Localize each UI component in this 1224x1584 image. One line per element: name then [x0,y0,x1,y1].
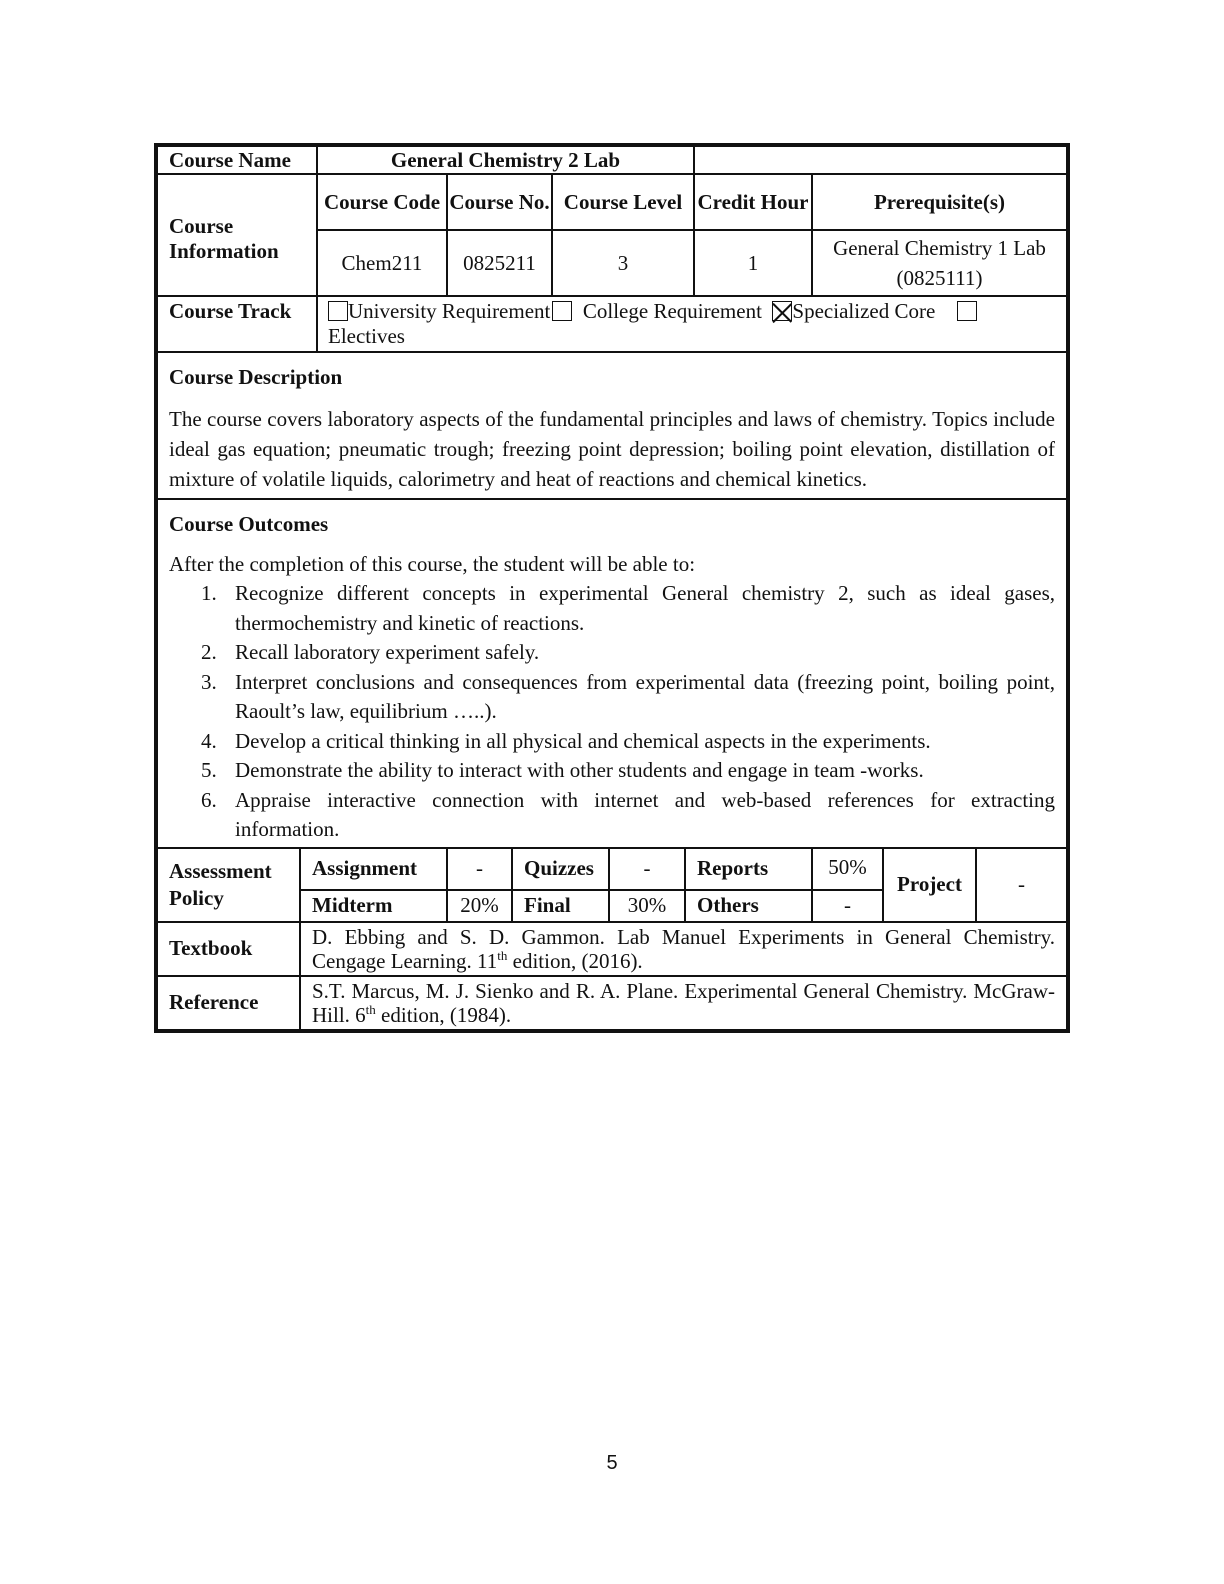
outcome-number: 6. [201,787,217,812]
reference-citation [300,976,1067,1030]
prerequisite-number: (0825111) [896,266,983,290]
list-item [169,786,1055,845]
checkbox-electives[interactable] [957,301,977,321]
course-level-header: Course Level [552,174,694,230]
course-outcomes-section [157,499,1067,848]
list-item [169,727,1055,757]
prerequisite-header: Prerequisite(s) [812,174,1067,230]
prerequisite-name: General Chemistry 1 Lab [833,236,1046,260]
course-outcomes-intro: After the completion of this course, the student will be able to: [169,552,696,576]
project-value: - [976,848,1067,922]
outcome-number: 2. [201,640,217,664]
others-value: - [812,890,883,922]
prerequisite-value [812,230,1067,296]
label-electives: Electives [328,324,405,348]
list-item [169,638,1055,668]
quizzes-label: Quizzes [512,848,609,890]
assignment-label: Assignment [300,848,447,890]
textbook-citation-tail: edition, (2016). [507,948,643,973]
midterm-value: 20% [447,890,512,922]
course-outcomes-list [169,579,1055,845]
credit-hour-value: 1 [694,230,812,296]
assessment-policy-label: Assessment Policy [157,848,300,922]
reference-edition-suffix: th [365,1001,376,1017]
textbook-citation [300,922,1067,976]
final-value: 30% [609,890,685,922]
label-college-requirement: College Requirement [582,299,762,323]
list-item [169,668,1055,727]
others-label: Others [685,890,812,922]
outcome-number: 3. [201,669,217,694]
course-track-options [317,296,1067,352]
textbook-edition-suffix: th [497,947,508,963]
outcome-text: Recall laboratory experiment safely. [235,640,540,664]
outcome-text: Interpret conclusions and consequences from experimental data (freezing point, boiling point, Raoult’s law, equilibrium …..). [235,669,1055,723]
final-label: Final [512,890,609,922]
course-level-value: 3 [552,230,694,296]
course-name-label: Course Name [157,146,317,174]
midterm-label: Midterm [300,890,447,922]
course-code-value: Chem211 [317,230,447,296]
course-code-header: Course Code [317,174,447,230]
course-info-label: Course Information [157,174,317,296]
list-item [169,756,1055,786]
course-description-heading: Course Description [169,365,343,389]
list-item [169,579,1055,638]
label-specialized-core: Specialized Core [792,299,936,323]
course-no-value: 0825211 [447,230,552,296]
course-info-table [156,145,1068,353]
description-outcomes-table [156,351,1068,849]
course-spec-table [154,143,1070,1033]
course-no-header: Course No. [447,174,552,230]
outcome-text: Recognize different concepts in experimental General chemistry 2, such as ideal gases, thermochemistry and kinetic of reactions. [235,581,1055,635]
credit-hour-header: Credit Hour [694,174,812,230]
outcome-number: 4. [201,728,217,753]
checkbox-specialized-core[interactable] [772,301,792,321]
course-track-label: Course Track [157,296,317,352]
reference-label: Reference [157,976,300,1030]
reference-citation-tail: edition, (1984). [375,1002,512,1027]
assignment-value: - [447,848,512,890]
project-label: Project [883,848,976,922]
checkbox-university-requirement[interactable] [328,301,348,321]
reference-citation-text: S.T. Marcus, M. J. Sienko and R. A. Plane. Experimental General Chemistry. McGraw-Hill. 6 [312,978,1055,1027]
reports-label: Reports [685,848,812,890]
assessment-table [156,847,1068,1031]
textbook-citation-text: D. Ebbing and S. D. Gammon. Lab Manuel Experiments in General Chemistry. Cengage Learning. 11 [312,924,1055,973]
outcome-text: Demonstrate the ability to interact with other students and engage in team -works. [235,758,924,782]
course-outcomes-heading: Course Outcomes [169,512,329,536]
textbook-label: Textbook [157,922,300,976]
reports-value: 50% [812,848,883,890]
course-description-text: The course covers laboratory aspects of the fundamental principles and laws of chemistry. Topics include ideal gas equation; pneumatic trough; freezing point depression; boiling point elevation, distillation of mixture of volatile liquids, calorimetry and heat of reactions and chemical kinetics. [169,407,1055,491]
outcome-text: Develop a critical thinking in all physical and chemical aspects in the experiments. [235,728,931,753]
checkbox-college-requirement[interactable] [552,301,572,321]
outcome-number: 5. [201,758,217,782]
course-name-blank-cell [694,146,1067,174]
outcome-text: Appraise interactive connection with internet and web-based references for extracting information. [235,787,1055,841]
outcome-number: 1. [201,581,217,605]
page-number: 5 [606,1452,618,1474]
course-description-section [157,352,1067,499]
quizzes-value: - [609,848,685,890]
label-university-requirement: University Requirement [348,299,551,323]
course-name-value: General Chemistry 2 Lab [317,146,694,174]
